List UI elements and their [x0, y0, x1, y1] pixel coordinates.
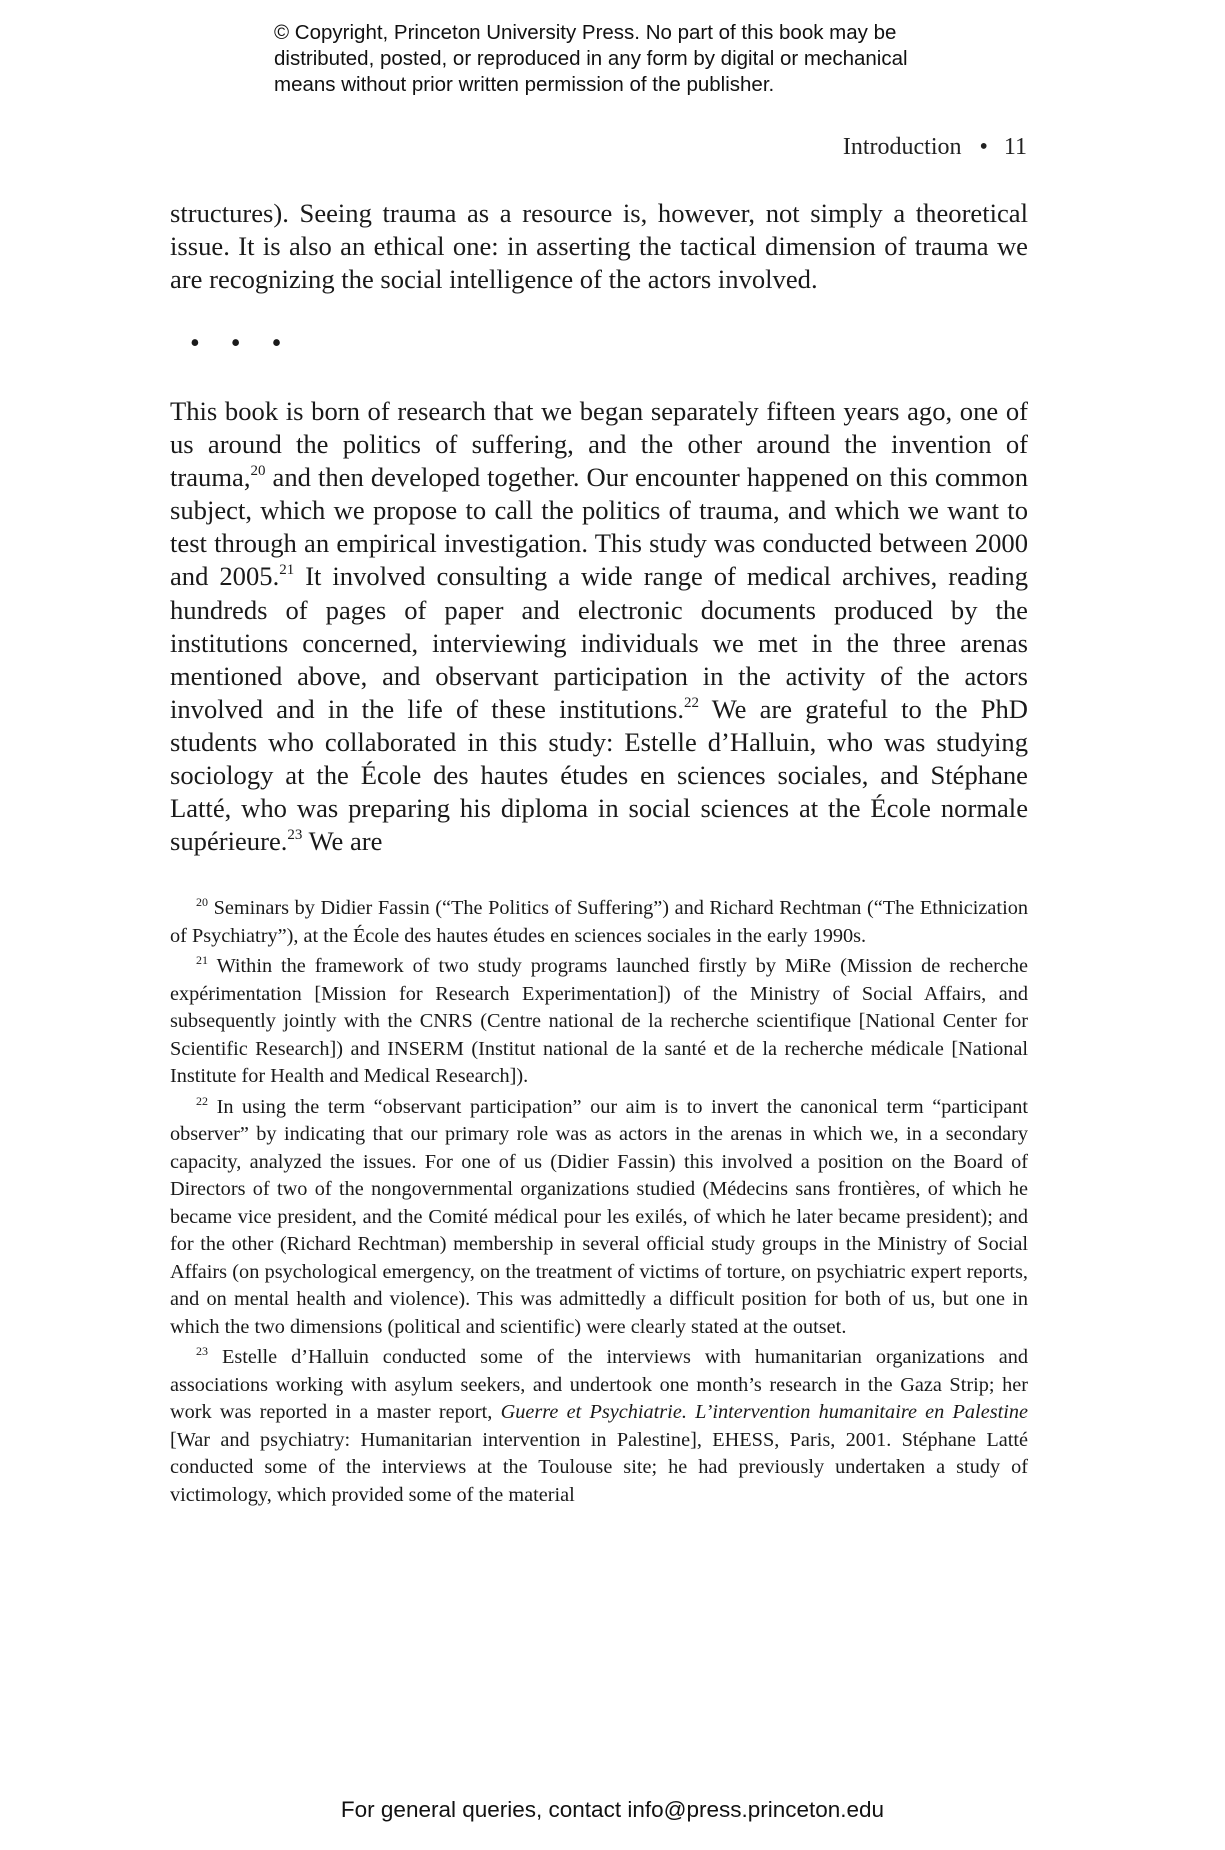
body-paragraph-2	[170, 395, 1028, 858]
chapter-title: Introduction	[842, 134, 962, 160]
footnote-text: [War and psychiatry: Humanitarian intervention in Palestine], EHESS, Paris, 2001. Stéphane Latté conducted some of the interviews at the Toulouse site; he had previously undertaken a study of victimology, which provided some of the material	[170, 1428, 1028, 1506]
body-paragraph-1: structures). Seeing trauma as a resource is, however, not simply a theoretical issue. It is also an ethical one: in asserting the tactical dimension of trauma we are recognizing the social intelligence of the actors involved.	[170, 198, 1028, 294]
footnote-23	[170, 1344, 1028, 1509]
footnote-ref-21[interactable]: 21	[279, 562, 295, 579]
running-head	[843, 132, 1027, 162]
copyright-line-3: means without prior written permission of the publisher.	[274, 73, 775, 96]
footnote-text: In using the term “observant participation” our aim is to invert the canonical term “participant observer” by indicating that our primary role was as actors in the arenas in which we, in a secondary capacity, analyzed the issues. For one of us (Didier Fassin) this involved a position on the Board of Directors of two of the nongovernmental organizations studied (Médecins sans frontières, of which he became vice president, and the Comité médical pour les exilés, of which he later became president); and for the other (Richard Rechtman) membership in several official study groups in the Ministry of Social Affairs (on psychological emergency, on the treatment of victims of torture, on psychiatric expert reports, and on mental health and violence). This was admittedly a difficult position for both of us, but one in which the two dimensions (political and scientific) were clearly stated at the outset.	[170, 1095, 1028, 1338]
footnote-number: 22	[196, 1093, 208, 1108]
footnote-text: Within the framework of two study programs launched firstly by MiRe (Mission de recherche expérimentation [Mission for Research Experimentation]) of the Ministry of Social Affairs, and subsequently jointly with the CNRS (Centre national de la recherche scientifique [National Center for Scientific Research]) and INSERM (Institut national de la santé et de la recherche médicale [National Institute for Health and Medical Research]).	[170, 955, 1028, 1087]
paragraph-2-text-2: and then developed together. Our encounter happened on this common subject, which we propose to call the politics of trauma, and which we want to test through an empirical investigation. This study was conducted between 2000 and 2005.	[170, 462, 1028, 592]
copyright-line-1: © Copyright, Princeton University Press. No part of this book may be	[274, 21, 897, 44]
footnote-number: 20	[196, 895, 208, 909]
paragraph-2-text-3: It involved consulting a wide range of medical archives, reading hundreds of pages of paper and electronic documents produced by the institutions concerned, interviewing individuals we met in the three arenas mentioned above, and observant participation in the activity of the actors involved and in the life of these institutions.	[170, 561, 1028, 724]
footnote-text: Estelle d’Halluin conducted some of the interviews with humanitarian organizations and associations working with asylum seekers, and undertook one month’s research in the Gaza Strip; her work was reported in a master report,	[170, 1346, 1028, 1423]
footnote-number: 23	[196, 1344, 208, 1358]
copyright-line-2: distributed, posted, or reproduced in any form by digital or mechanical	[274, 47, 908, 70]
footnote-ref-20[interactable]: 20	[250, 463, 266, 480]
footnote-22	[170, 1094, 1028, 1342]
footnote-20	[170, 895, 1028, 950]
footer-contact: For general queries, contact info@press.princeton.edu	[340, 1797, 885, 1822]
body-paragraph-1-container	[170, 197, 1028, 296]
footnotes	[170, 895, 1028, 1512]
paragraph-2-text-4: We are grateful to the PhD students who collaborated in this study: Estelle d’Halluin, who was studying sociology at the École des hautes études en sciences sociales, and Stéphane Latté, who was preparing his diploma in social sciences at the École normale supérieure.	[170, 693, 1028, 857]
bullet-separator: •	[979, 134, 988, 160]
page-number: 11	[1003, 134, 1027, 160]
paragraph-2-text-5: We are	[302, 826, 383, 857]
footnote-text: Seminars by Didier Fassin (“The Politics of Suffering”) and Richard Rechtman (“The Ethnicization of Psychiatry”), at the École des hautes études en sciences sociales in the early 1990s.	[170, 897, 1028, 947]
footnote-21	[170, 953, 1028, 1091]
footnote-title-italic: Guerre et Psychiatrie. L’intervention humanitaire en Palestine	[500, 1401, 1028, 1423]
footnote-number: 21	[196, 953, 208, 967]
section-separator: • • •	[190, 328, 282, 359]
copyright-notice	[274, 20, 994, 98]
footnote-ref-22[interactable]: 22	[684, 694, 699, 711]
paragraph-2-text-1: This book is born of research that we began separately fifteen years ago, one of us around the politics of suffering, and the other around the invention of trauma,	[170, 396, 1028, 493]
footnote-ref-23[interactable]: 23	[287, 827, 303, 844]
